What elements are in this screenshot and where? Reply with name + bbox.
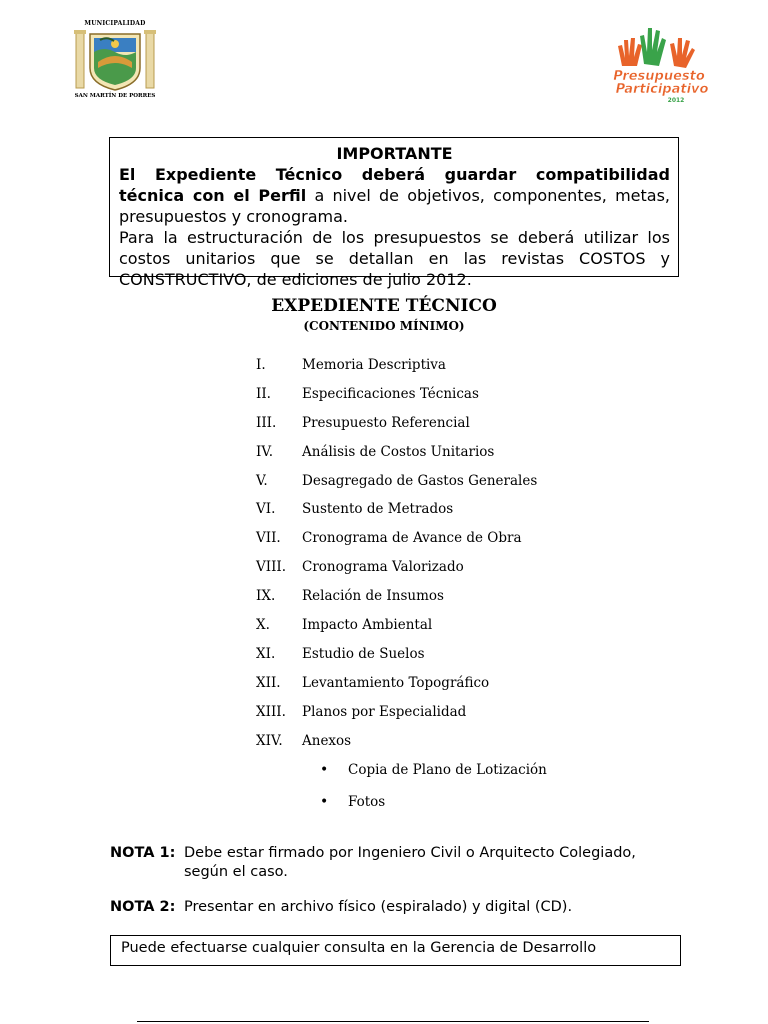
item-label: Cronograma Valorizado xyxy=(302,559,464,576)
document-title: EXPEDIENTE TÉCNICO xyxy=(271,296,497,316)
item-label: Cronograma de Avance de Obra xyxy=(302,530,522,547)
divider xyxy=(137,1021,649,1022)
document-subtitle: (CONTENIDO MÍNIMO) xyxy=(303,319,465,333)
consultation-notice-box xyxy=(110,935,681,966)
list-item xyxy=(256,412,537,441)
consultation-notice-text: Puede efectuarse cualquier consulta en la Gerencia de Desarrollo xyxy=(121,940,597,956)
note-label: NOTA 1: xyxy=(110,845,176,861)
logo-year: 2012 xyxy=(667,97,685,104)
item-label: Presupuesto Referencial xyxy=(302,414,470,431)
note-text-line1: Debe estar firmado por Ingeniero Civil o Arquitecto Colegiado, xyxy=(184,845,636,861)
note-label: NOTA 2: xyxy=(110,899,176,915)
list-item xyxy=(256,701,537,730)
list-item xyxy=(256,527,537,556)
bullet-icon: • xyxy=(320,794,329,810)
item-number: III. xyxy=(256,414,277,431)
important-bold-text: El Expediente Técnico deberá guardar compatibilidad técnica con el Perfil xyxy=(119,165,670,205)
important-title: IMPORTANTE xyxy=(336,144,453,163)
item-number: XI. xyxy=(256,645,276,662)
item-number: XII. xyxy=(256,674,281,691)
list-item xyxy=(256,585,537,614)
municipality-name: SAN MARTÍN DE PORRES xyxy=(74,93,156,99)
item-number: II. xyxy=(256,385,271,402)
bullet-icon: • xyxy=(320,762,329,778)
item-label: Relación de Insumos xyxy=(302,588,444,605)
logo-text-line2: Participativo xyxy=(615,82,709,97)
annex-list xyxy=(320,759,547,823)
item-number: XIII. xyxy=(256,703,286,720)
municipality-logo xyxy=(72,20,158,102)
list-item xyxy=(256,383,537,412)
note-text-line2: según el caso. xyxy=(184,864,288,880)
list-item xyxy=(256,672,537,701)
list-item xyxy=(256,354,537,383)
municipal-coat-of-arms-icon xyxy=(74,28,156,92)
contents-list xyxy=(256,354,537,758)
item-label: Memoria Descriptiva xyxy=(302,357,446,373)
item-label: Planos por Especialidad xyxy=(302,703,467,720)
annex-item xyxy=(320,759,547,791)
list-item xyxy=(256,614,537,643)
important-paragraph-2: Para la estructuración de los presupuestos se deberá utilizar los costos unitarios que se detallan en las revistas COSTOS y CONSTRUCTIVO, de ediciones de julio 2012. xyxy=(119,228,670,289)
list-item xyxy=(256,441,537,470)
annex-label: Copia de Plano de Lotización xyxy=(348,762,547,778)
item-number: X. xyxy=(256,617,270,634)
list-item xyxy=(256,470,537,499)
item-number: VIII. xyxy=(256,559,287,576)
item-number: VII. xyxy=(256,530,281,547)
item-number: IX. xyxy=(256,588,276,605)
item-label: Análisis de Costos Unitarios xyxy=(302,443,495,460)
item-label: Desagregado de Gastos Generales xyxy=(302,472,538,489)
item-number: VI. xyxy=(256,501,276,518)
important-paragraph-1 xyxy=(119,164,670,227)
important-notice-box xyxy=(109,137,679,289)
item-label: Estudio de Suelos xyxy=(302,645,425,662)
item-number: XIV. xyxy=(256,732,283,749)
item-label: Levantamiento Topográfico xyxy=(302,674,490,691)
raised-hands-icon xyxy=(604,22,714,106)
item-number: IV. xyxy=(256,443,274,460)
important-regular-text: a nivel de objetivos, componentes, metas, presupuestos y cronograma. xyxy=(119,186,670,226)
list-item xyxy=(256,498,537,527)
item-label: Impacto Ambiental xyxy=(302,617,433,634)
list-item xyxy=(256,643,537,672)
list-item xyxy=(256,556,537,585)
annex-label: Fotos xyxy=(348,794,386,810)
item-label: Anexos xyxy=(302,732,352,749)
item-label: Especificaciones Técnicas xyxy=(302,385,479,402)
item-number: I. xyxy=(256,357,266,373)
presupuesto-participativo-logo xyxy=(604,22,714,106)
note-text-line1: Presentar en archivo físico (espiralado) y digital (CD). xyxy=(184,899,573,915)
list-item xyxy=(256,730,537,759)
annex-item xyxy=(320,791,547,823)
municipality-title: MUNICIPALIDAD xyxy=(84,20,146,27)
item-label: Sustento de Metrados xyxy=(302,501,454,518)
logo-text-line1: Presupuesto xyxy=(613,69,705,84)
item-number: V. xyxy=(256,472,268,489)
